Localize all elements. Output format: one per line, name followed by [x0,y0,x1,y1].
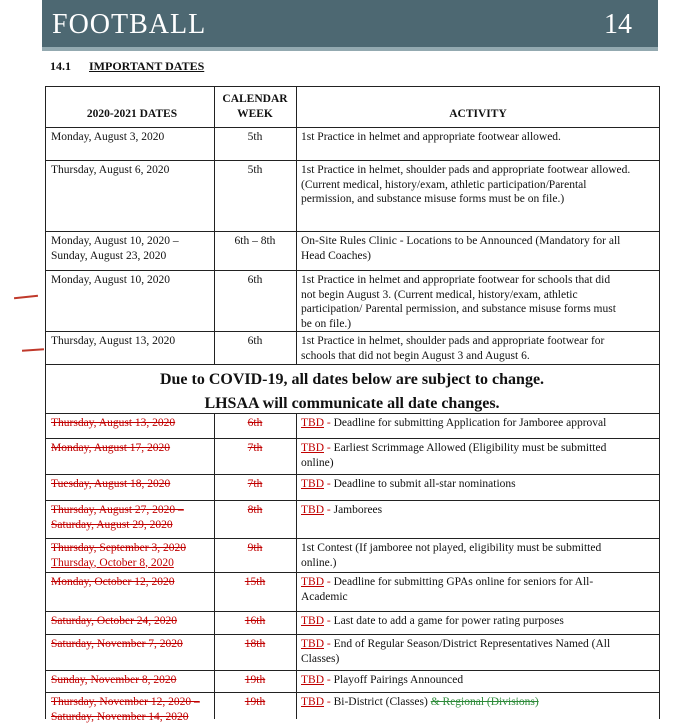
cell-line: be on file.) [301,317,656,332]
tbd-dash: - [324,504,334,516]
week-cell: 8th [214,503,296,518]
cell-line: On-Site Rules Clinic - Locations to be Announced (Mandatory for all [301,234,656,249]
activity-cell [301,273,656,331]
cell-line [301,541,656,556]
cell-line: Thursday, August 6, 2020 [51,163,212,178]
activity-cell [301,503,656,518]
date-cell [51,614,212,629]
table-rule [45,670,659,671]
cell-line [301,503,656,518]
date-cell [51,695,212,724]
cell-line: 1st Practice in helmet, shoulder pads and appropriate footwear allowed. [301,163,656,178]
cell-line: Saturday, November 7, 2020 [51,637,212,652]
cell-line: Saturday, October 24, 2020 [51,614,212,629]
week-cell: 5th [214,130,296,145]
date-cell [51,575,212,590]
header-week [215,92,295,121]
cell-line [301,456,656,471]
date-cell [51,673,212,688]
tbd-dash: - [324,674,334,686]
activity-text: 1st Contest (If jamboree not played, eligibility must be submitted [301,542,601,554]
column-rule [45,86,46,364]
tbd-marker: TBD [301,674,324,686]
date-cell [51,130,212,145]
table-rule [45,438,659,439]
week-cell: 7th [214,477,296,492]
header-week-line1: CALENDAR [215,92,295,107]
cell-line: Saturday, August 29, 2020 [51,518,212,533]
page-number: 14 [604,9,632,41]
header-activity: ACTIVITY [297,107,659,122]
activity-text: online) [301,457,334,469]
cell-line: permission, and substance misuse forms must be on file.) [301,192,656,207]
week-cell: 15th [214,575,296,590]
table-rule [45,231,659,232]
cell-line [301,695,656,710]
week-cell: 16th [214,614,296,629]
cell-line: Monday, August 17, 2020 [51,441,212,456]
cell-line [301,477,656,492]
table-rule [45,500,659,501]
week-cell: 19th [214,695,296,710]
tbd-dash: - [324,696,334,708]
section-number: 14.1 [50,59,71,73]
tbd-dash: - [324,442,334,454]
date-cell [51,273,212,288]
tbd-marker: TBD [301,696,324,708]
column-rule [296,413,297,719]
activity-text: Playoff Pairings Announced [334,674,463,686]
activity-text: online.) [301,557,336,569]
column-rule [45,413,46,719]
activity-cell [301,163,656,207]
table-rule [45,364,659,365]
cell-line: Thursday, August 13, 2020 [51,416,212,431]
table-rule [45,270,659,271]
column-rule [659,364,660,413]
week-cell: 6th [214,334,296,349]
week-cell: 18th [214,637,296,652]
week-cell: 6th [214,416,296,431]
activity-cell [301,130,656,145]
activity-cell [301,416,656,431]
table-rule [45,160,659,161]
cell-line: Thursday, August 13, 2020 [51,334,212,349]
week-cell: 9th [214,541,296,556]
tbd-marker: TBD [301,504,324,516]
activity-cell [301,695,656,710]
tbd-dash: - [324,638,334,650]
tbd-marker: TBD [301,417,324,429]
activity-text: Earliest Scrimmage Allowed (Eligibility must be submitted [334,442,607,454]
table-rule [45,331,659,332]
covid-notice-line2: LHSAA will communicate all date changes. [45,395,659,413]
date-cell [51,637,212,652]
cell-line: Saturday, November 14, 2020 [51,710,212,724]
covid-notice-line1: Due to COVID-19, all dates below are subject to change. [45,371,659,389]
cell-line: Monday, August 3, 2020 [51,130,212,145]
section-title: IMPORTANT DATES [89,59,204,73]
activity-cell [301,575,656,604]
table-rule [45,127,659,128]
page-banner [42,0,658,51]
cell-line [301,637,656,652]
section-heading [50,59,204,74]
table-rule [45,634,659,635]
week-cell: 6th [214,273,296,288]
activity-text: Academic [301,591,348,603]
date-cell [51,234,212,263]
activity-cell [301,441,656,470]
cell-line [301,575,656,590]
cell-line: 1st Practice in helmet, shoulder pads and appropriate footwear for [301,334,656,349]
cell-line: participation/ Parental permission, and substance misuse forms must [301,302,656,317]
tbd-dash: - [324,615,334,627]
tbd-marker: TBD [301,615,324,627]
table-rule [45,413,659,414]
week-cell: 19th [214,673,296,688]
cell-line: Sunday, November 8, 2020 [51,673,212,688]
cell-line [301,590,656,605]
table-rule [45,692,659,693]
activity-text: End of Regular Season/District Representatives Named (All [334,638,611,650]
date-cell [51,541,212,570]
week-cell: 5th [214,163,296,178]
cell-line: Thursday, November 12, 2020 – [51,695,212,710]
cell-line: Monday, August 10, 2020 – [51,234,212,249]
date-cell [51,334,212,349]
handwritten-mark [22,348,44,352]
table-rule [45,538,659,539]
cell-line: 1st Practice in helmet and appropriate footwear allowed. [301,130,656,145]
cell-line: Thursday, September 3, 2020 [51,541,212,556]
date-cell [51,163,212,178]
activity-cell [301,334,656,363]
activity-cell [301,234,656,263]
tbd-marker: TBD [301,576,324,588]
cell-line: Thursday, August 27, 2020 – [51,503,212,518]
table-rule [45,86,659,87]
tbd-marker: TBD [301,638,324,650]
cell-line [301,673,656,688]
cell-line: Monday, August 10, 2020 [51,273,212,288]
header-dates: 2020-2021 DATES [50,107,214,122]
table-rule [45,611,659,612]
date-cell [51,477,212,492]
cell-line: (Current medical, history/exam, athletic participation/Parental [301,178,656,193]
activity-cell [301,477,656,492]
cell-line [301,652,656,667]
cell-line: not begin August 3. (Current medical, history/exam, athletic [301,288,656,303]
cell-line [301,556,656,571]
cell-line: Monday, October 12, 2020 [51,575,212,590]
activity-cell [301,541,656,570]
column-rule [659,413,660,719]
column-rule [296,86,297,364]
table-rule [45,474,659,475]
date-cell [51,503,212,532]
tbd-dash: - [324,478,334,490]
cell-line: Head Coaches) [301,249,656,264]
tbd-marker: TBD [301,442,324,454]
activity-text: Deadline to submit all-star nominations [334,478,516,490]
tbd-marker: TBD [301,478,324,490]
column-rule [214,86,215,364]
activity-cell [301,614,656,629]
activity-text: Deadline for submitting Application for Jamboree approval [334,417,607,429]
header-week-line2: WEEK [215,107,295,122]
column-rule [659,86,660,364]
date-cell [51,416,212,431]
banner-title: FOOTBALL [52,9,206,41]
handwritten-mark [14,295,38,299]
cell-line [301,614,656,629]
date-cell [51,441,212,456]
tbd-dash: - [324,417,334,429]
week-cell: 7th [214,441,296,456]
week-cell: 6th – 8th [214,234,296,249]
activity-cell [301,637,656,666]
cell-line [301,416,656,431]
activity-text: Jamborees [334,504,383,516]
activity-text: Deadline for submitting GPAs online for seniors for All- [334,576,594,588]
struck-activity: & Regional (Divisions) [431,696,539,708]
activity-text: Bi-District (Classes) [334,696,428,708]
cell-line: 1st Practice in helmet and appropriate footwear for schools that did [301,273,656,288]
activity-text: Classes) [301,653,339,665]
cell-line [301,441,656,456]
tbd-dash: - [324,576,334,588]
activity-text: Last date to add a game for power rating purposes [334,615,564,627]
cell-line: Sunday, August 23, 2020 [51,249,212,264]
cell-line: schools that did not begin August 3 and August 6. [301,349,656,364]
table-rule [45,572,659,573]
activity-cell [301,673,656,688]
cell-line: Tuesday, August 18, 2020 [51,477,212,492]
new-date: Thursday, October 8, 2020 [51,556,212,571]
